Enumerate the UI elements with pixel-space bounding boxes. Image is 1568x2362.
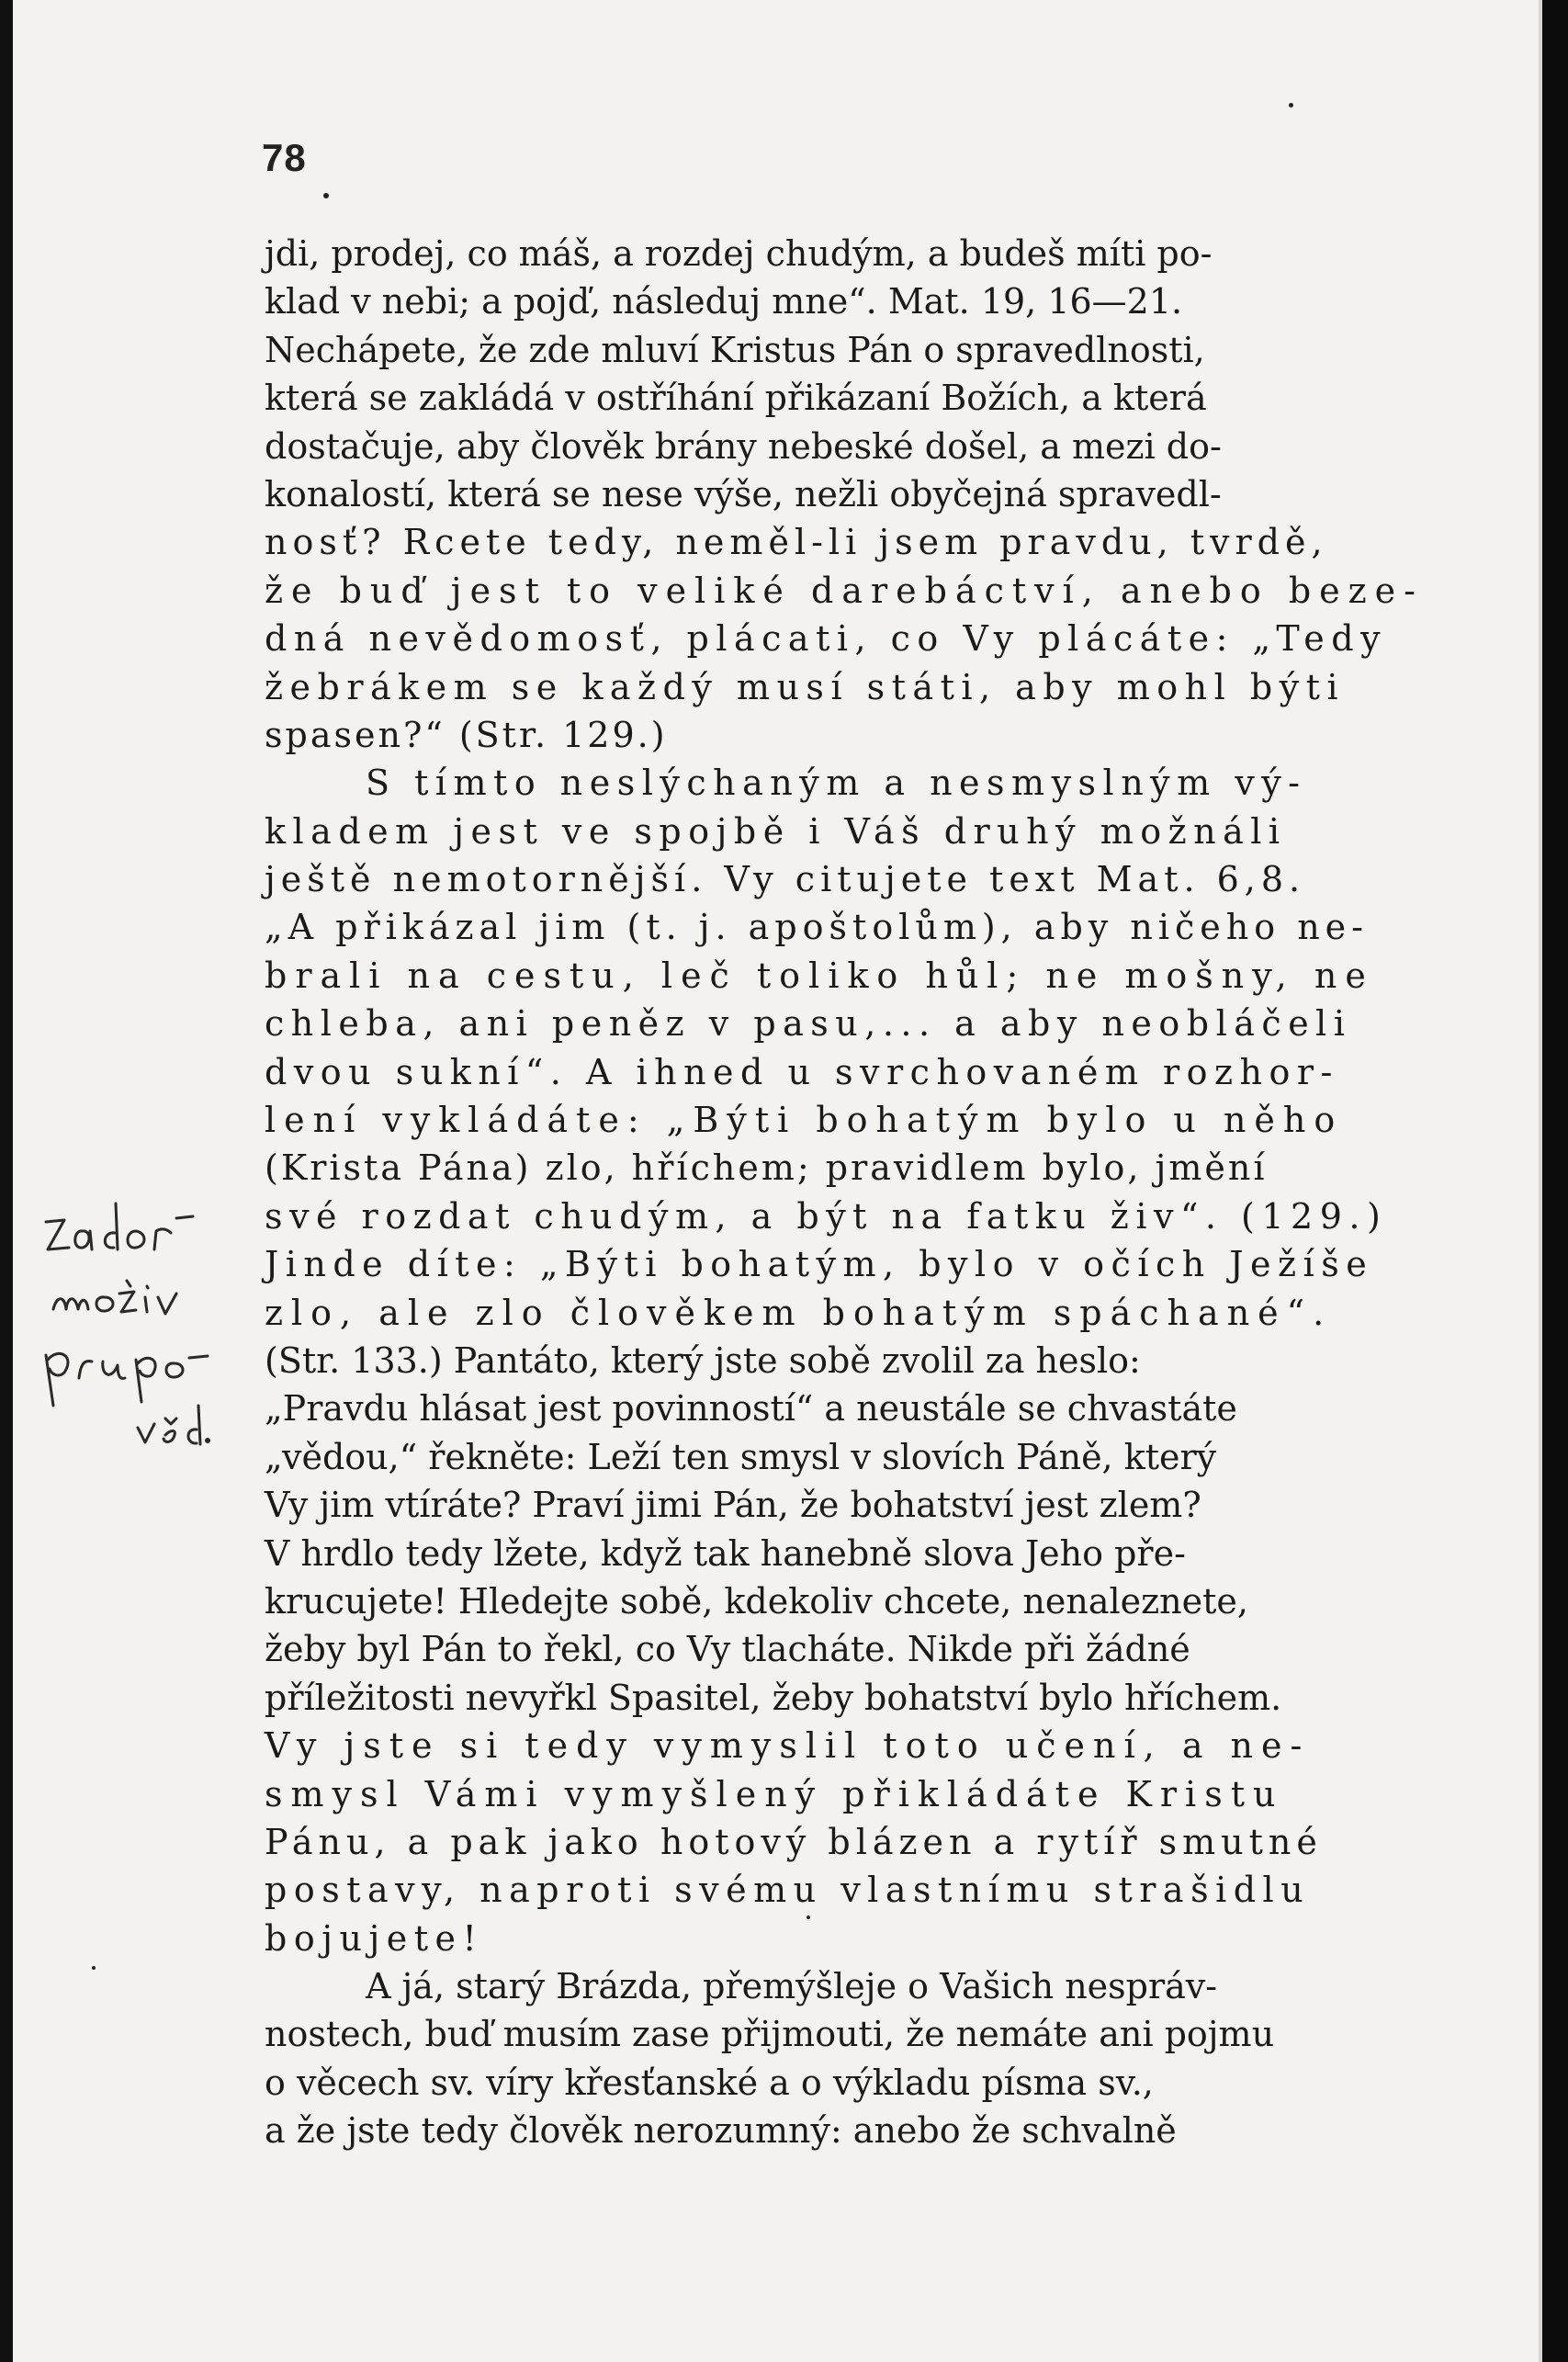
text-line: dostačuje, aby člověk brány nebeské došel, a mezi do-: [265, 425, 1222, 467]
text-line: Jinde díte: „Býti bohatým, bylo v očích Ježíše: [265, 1244, 1374, 1285]
text-line: A já, starý Brázda, přemýšleje o Vašich nespráv-: [366, 1966, 1218, 2007]
text-line: „vědou,“ řekněte: Leží ten smysl v slovích Páně, který: [265, 1436, 1217, 1477]
text-line: chleba, ani peněz v pasu,... a aby neobláčeli: [265, 1003, 1352, 1045]
text-line: (Str. 133.) Pantáto, který jste sobě zvolil za heslo:: [265, 1339, 1141, 1381]
page-number: 78: [262, 136, 307, 179]
text-line: kladem jest ve spojbě i Váš druhý možnáli: [265, 810, 1287, 852]
scan-speck: [807, 1916, 810, 1919]
scan-speck: [92, 1966, 96, 1970]
text-line: (Krista Pána) zlo, hříchem; pravidlem bylo, jmění: [265, 1147, 1268, 1189]
text-line: dná nevědomosť, plácati, co Vy plácáte: „Tedy: [265, 618, 1388, 660]
text-line: S tímto neslýchaným a nesmyslným vý-: [366, 763, 1307, 804]
text-line: nostech, buď musím zase přijmouti, že nemáte ani pojmu: [265, 2014, 1275, 2055]
text-line: V hrdlo tedy lžete, když tak hanebně slova Jeho pře-: [265, 1532, 1186, 1574]
text-line: krucujete! Hledejte sobě, kdekoliv chcete, nenaleznete,: [265, 1580, 1248, 1622]
text-line: která se zakládá v ostříhání přikázaní Božích, a která: [265, 378, 1207, 419]
handwritten-marginal-note: [28, 1185, 266, 1461]
text-line: Vy jim vtíráte? Praví jimi Pán, že bohatství jest zlem?: [265, 1485, 1201, 1526]
scan-border-left: [0, 0, 13, 2362]
text-line: své rozdat chudým, a být na fatku živ“. (129.): [265, 1195, 1388, 1237]
text-line: Nechápete, že zde mluví Kristus Pán o spravedlnosti,: [265, 329, 1205, 370]
text-line: spasen?“ (Str. 129.): [265, 714, 668, 755]
text-line: žebrákem se každý musí státi, aby mohl býti: [265, 666, 1346, 707]
scan-border-right: [1542, 0, 1568, 2362]
text-line: dvou sukní“. A ihned u svrchovaném rozhor-: [265, 1051, 1339, 1092]
text-line: nosť? Rcete tedy, neměl-li jsem pravdu, tvrdě,: [265, 522, 1328, 563]
text-line: žeby byl Pán to řekl, co Vy tlacháte. Nikde při žádné: [265, 1629, 1190, 1670]
text-line: Vy jste si tedy vymyslil toto učení, a ne-: [265, 1725, 1311, 1767]
text-line: konalostí, která se nese výše, nežli obyčejná spravedl-: [265, 473, 1222, 514]
body-text: [265, 230, 1424, 2155]
scan-speck: [1289, 103, 1293, 107]
text-line: lení vykládáte: „Býti bohatým bylo u něho: [265, 1100, 1344, 1141]
text-line: klad v nebi; a pojď, následuj mne“. Mat. 19, 16—21.: [265, 281, 1183, 322]
text-line: smysl Vámi vymyšlený přikládáte Kristu: [265, 1773, 1284, 1814]
text-line: příležitosti nevyřkl Spasitel, žeby bohatství bylo hříchem.: [265, 1677, 1282, 1718]
text-line: a že jste tedy člověk nerozumný: anebo že schvalně: [265, 2110, 1177, 2152]
text-line: bojujete!: [265, 1917, 484, 1959]
text-line: jdi, prodej, co máš, a rozdej chudým, a budeš míti po-: [265, 233, 1213, 274]
text-line: „A přikázal jim (t. j. apoštolům), aby ničeho ne-: [265, 907, 1369, 948]
scan-speck: [323, 193, 329, 198]
text-line: postavy, naproti svému vlastnímu strašidlu: [265, 1870, 1311, 1911]
text-line: o věcech sv. víry křesťanské a o výkladu písma sv.,: [265, 2062, 1154, 2103]
text-line: že buď jest to veliké darebáctví, anebo beze-: [265, 570, 1425, 611]
text-line: brali na cestu, leč toliko hůl; ne mošny, ne: [265, 955, 1374, 996]
text-line: ještě nemotornější. Vy citujete text Mat. 6,8.: [265, 859, 1306, 900]
handwritten-note-drawing: [28, 1185, 266, 1461]
text-line: „Pravdu hlásat jest povinností“ a neustále se chvastáte: [265, 1388, 1237, 1430]
text-line: Pánu, a pak jako hotový blázen a rytíř smutné: [265, 1821, 1323, 1862]
text-line: zlo, ale zlo člověkem bohatým spáchané“.: [265, 1292, 1333, 1333]
